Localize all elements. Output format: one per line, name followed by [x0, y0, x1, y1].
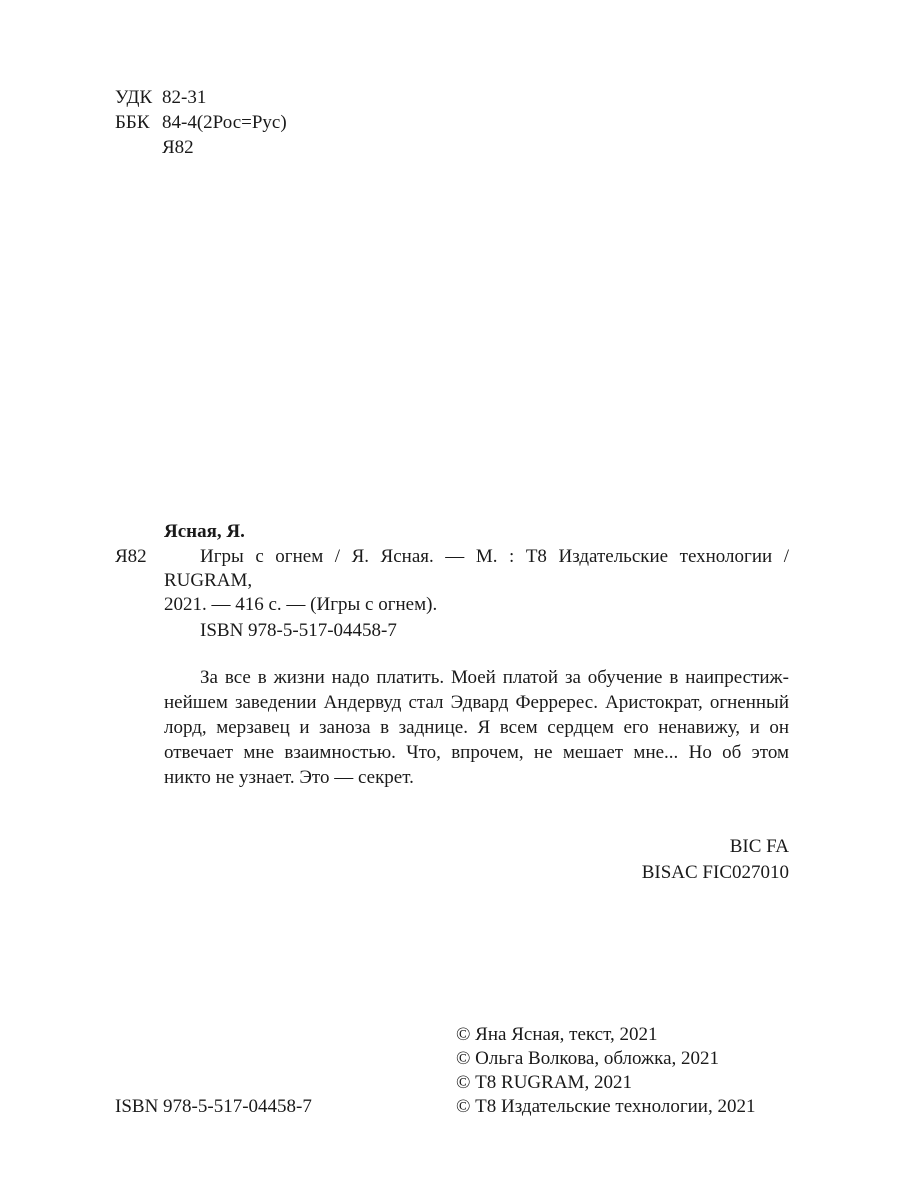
card-author-sign: Я82: [115, 546, 147, 567]
copyright-line: © Т8 RUGRAM, 2021: [456, 1072, 632, 1093]
bbk-value: 84-4(2Рос=Рус): [162, 112, 287, 133]
annotation-line: нейшем заведении Андервуд стал Эдвард Ферререс. Аристократ, огненный: [164, 692, 789, 713]
isbn-bottom: ISBN 978-5-517-04458-7: [115, 1096, 312, 1117]
bbk-label: ББК: [115, 112, 150, 133]
annotation-line: лорд, мерзавец и заноза в заднице. Я всем сердцем его ненавижу, и он: [164, 717, 789, 738]
annotation-line: отвечает мне взаимностью. Что, впрочем, не мешает мне... Но об этом: [164, 742, 789, 763]
author-sign-row: [115, 136, 194, 160]
annotation-line: никто не узнает. Это — секрет.: [164, 767, 414, 788]
bic-code: BIC FA: [729, 836, 789, 857]
card-description-line: 2021. — 416 с. — (Игры с огнем).: [164, 594, 438, 615]
card-description: [164, 545, 789, 617]
copyright-line: © Ольга Волкова, обложка, 2021: [456, 1048, 720, 1069]
udk-label: УДК: [115, 87, 153, 108]
bisac-code: BISAC FIC027010: [641, 862, 789, 883]
card-description-line: Игры с огнем / Я. Ясная. — М. : Т8 Издательские технологии / RUGRAM,: [164, 546, 789, 591]
udk-value: 82-31: [162, 87, 207, 108]
card-isbn: ISBN 978-5-517-04458-7: [200, 620, 397, 641]
copyright-line: © Яна Ясная, текст, 2021: [456, 1024, 658, 1045]
annotation-line: За все в жизни надо платить. Моей платой за обучение в наипрестиж-: [200, 667, 789, 688]
author-sign-code: Я82: [162, 137, 194, 158]
copyright-line: © Т8 Издательские технологии, 2021: [456, 1096, 756, 1117]
annotation: [164, 665, 789, 790]
bbk-row: [115, 111, 287, 135]
subject-codes: [642, 834, 789, 886]
udk-row: [115, 86, 206, 110]
card-author: Ясная, Я.: [164, 521, 245, 542]
copyright-block: [456, 1023, 755, 1119]
